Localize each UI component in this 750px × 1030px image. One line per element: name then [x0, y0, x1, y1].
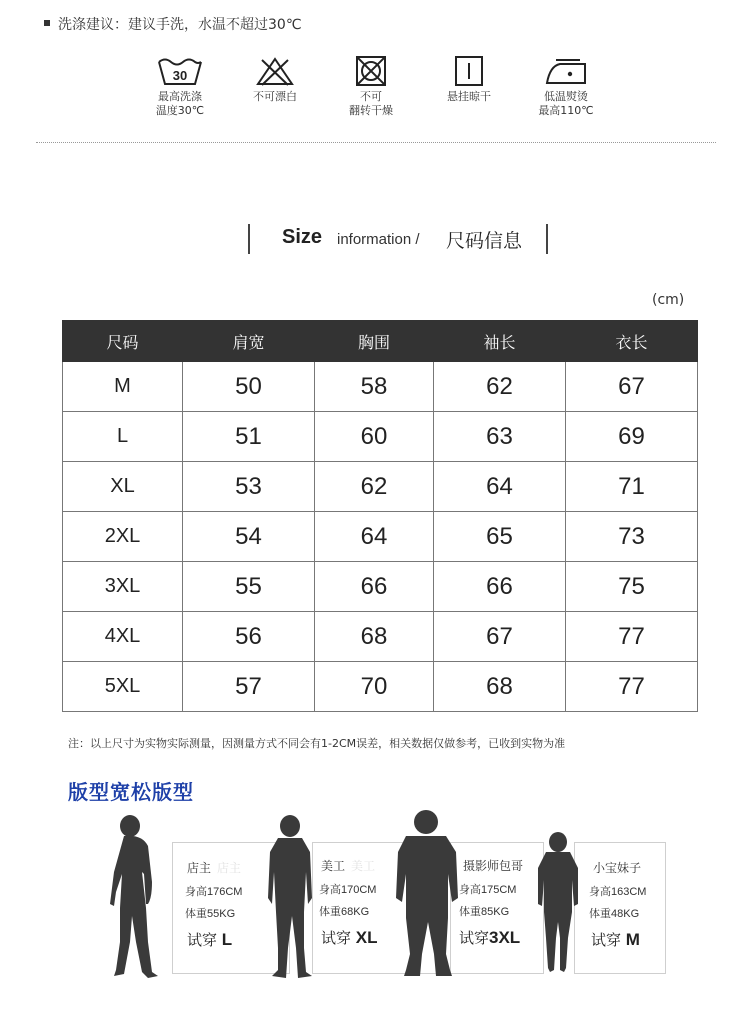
model-card-4: [534, 812, 664, 982]
person-silhouette-icon: [108, 812, 178, 982]
measurement-note: 注：以上尺寸为实物实际测量，因测量方式不同会有1-2CM误差，相关数据仅做参考，已收到实物为准: [68, 737, 566, 750]
model-info-card: [450, 842, 544, 974]
table-row: [63, 462, 698, 512]
model-wear-prefix: 试穿: [459, 929, 490, 947]
care-item-bleach: [230, 56, 320, 104]
model-name-ghost: 店主: [217, 861, 242, 875]
table-cell: 3XL: [63, 562, 183, 612]
table-cell: 57: [183, 662, 315, 712]
unit-label: (cm): [652, 292, 685, 308]
table-cell: 4XL: [63, 612, 183, 662]
model-name-ghost: 美工: [351, 859, 376, 873]
care-item-iron: [521, 56, 611, 118]
fit-title: 版型宽松版型: [68, 780, 194, 804]
size-title-bold: Size: [282, 226, 323, 248]
model-wear-size: XL: [355, 928, 378, 947]
care-label: 不可漂白: [253, 90, 297, 103]
model-card-3: [392, 808, 542, 983]
header-sleeve: 袖长: [434, 321, 566, 362]
table-cell: 51: [183, 412, 315, 462]
model-name: 美工: [321, 859, 346, 873]
table-cell: 62: [434, 362, 566, 412]
divider: [36, 142, 716, 143]
care-icons: [0, 56, 750, 136]
table-row: [63, 412, 698, 462]
table-cell: 55: [183, 562, 315, 612]
table-cell: 71: [566, 462, 698, 512]
table-cell: 77: [566, 612, 698, 662]
care-heading-text: 洗涤建议：建议手洗，水温不超过30℃: [58, 17, 302, 33]
person-silhouette-icon: [262, 812, 322, 982]
table-cell: L: [63, 412, 183, 462]
table-row: [63, 362, 698, 412]
model-wear-size: L: [221, 930, 233, 949]
table-cell: 67: [566, 362, 698, 412]
no-tumble-dry-icon: [354, 56, 388, 86]
no-bleach-icon: [255, 56, 295, 86]
header-length: 衣长: [566, 321, 698, 362]
table-row: [63, 562, 698, 612]
model-wear-size: M: [625, 930, 640, 949]
title-bar-right: [546, 224, 548, 254]
table-cell: 60: [315, 412, 434, 462]
table-cell: 68: [434, 662, 566, 712]
table-cell: 56: [183, 612, 315, 662]
table-header-row: [63, 321, 698, 362]
table-cell: 73: [566, 512, 698, 562]
size-title-en: information /: [337, 231, 420, 248]
table-cell: 66: [434, 562, 566, 612]
model-height: 身高175CM: [459, 884, 517, 896]
table-cell: 58: [315, 362, 434, 412]
table-cell: 64: [434, 462, 566, 512]
care-label: 低温熨烫 最高110℃: [538, 90, 594, 117]
table-cell: 63: [434, 412, 566, 462]
table-cell: 54: [183, 512, 315, 562]
table-cell: 70: [315, 662, 434, 712]
model-height: 身高176CM: [185, 886, 243, 898]
bullet-icon: [44, 20, 50, 26]
header-chest: 胸围: [315, 321, 434, 362]
model-wear-size: 3XL: [489, 928, 521, 947]
model-wear-prefix: 试穿: [321, 929, 352, 947]
low-iron-icon: [544, 56, 588, 86]
size-info-title: [0, 222, 750, 256]
model-weight: 体重55KG: [185, 908, 236, 920]
table-cell: 65: [434, 512, 566, 562]
table-cell: 66: [315, 562, 434, 612]
wash-temp-text: 30: [172, 68, 188, 83]
table-cell: 53: [183, 462, 315, 512]
model-name: 摄影师包哥: [463, 859, 524, 873]
table-cell: 68: [315, 612, 434, 662]
care-label: 最高洗涤 温度30℃: [155, 90, 205, 117]
table-row: [63, 662, 698, 712]
table-cell: 77: [566, 662, 698, 712]
care-label: 悬挂晾干: [447, 90, 491, 103]
model-name: 小宝妹子: [593, 861, 642, 875]
model-weight: 体重48KG: [589, 908, 640, 920]
model-info-card: [574, 842, 666, 974]
title-bar-left: [248, 224, 250, 254]
model-card-1: [108, 812, 288, 982]
table-cell: 64: [315, 512, 434, 562]
table-cell: 69: [566, 412, 698, 462]
header-shoulder: 肩宽: [183, 321, 315, 362]
table-cell: 62: [315, 462, 434, 512]
size-table: [62, 320, 698, 712]
model-weight: 体重85KG: [459, 906, 510, 918]
table-cell: 67: [434, 612, 566, 662]
care-item-wash: [135, 56, 225, 118]
model-name: 店主: [187, 861, 212, 875]
care-label: 不可 翻转干燥: [349, 90, 393, 117]
table-cell: 50: [183, 362, 315, 412]
person-silhouette-icon: [392, 808, 462, 983]
table-row: [63, 612, 698, 662]
wash-30-icon: [157, 56, 203, 86]
table-cell: XL: [63, 462, 183, 512]
model-height: 身高170CM: [319, 884, 377, 896]
header-size: 尺码: [63, 321, 183, 362]
care-item-tumble: [326, 56, 416, 118]
model-weight: 体重68KG: [319, 906, 370, 918]
table-cell: 5XL: [63, 662, 183, 712]
table-cell: M: [63, 362, 183, 412]
model-wear-prefix: 试穿: [187, 931, 218, 949]
table-cell: 2XL: [63, 512, 183, 562]
model-height: 身高163CM: [589, 886, 647, 898]
size-title-cn: 尺码信息: [446, 230, 523, 252]
model-wear-prefix: 试穿: [591, 931, 622, 949]
person-silhouette-icon: [534, 812, 584, 982]
care-heading: [44, 14, 302, 34]
care-item-linedry: [424, 56, 514, 104]
table-row: [63, 512, 698, 562]
line-dry-icon: [452, 56, 486, 86]
table-cell: 75: [566, 562, 698, 612]
